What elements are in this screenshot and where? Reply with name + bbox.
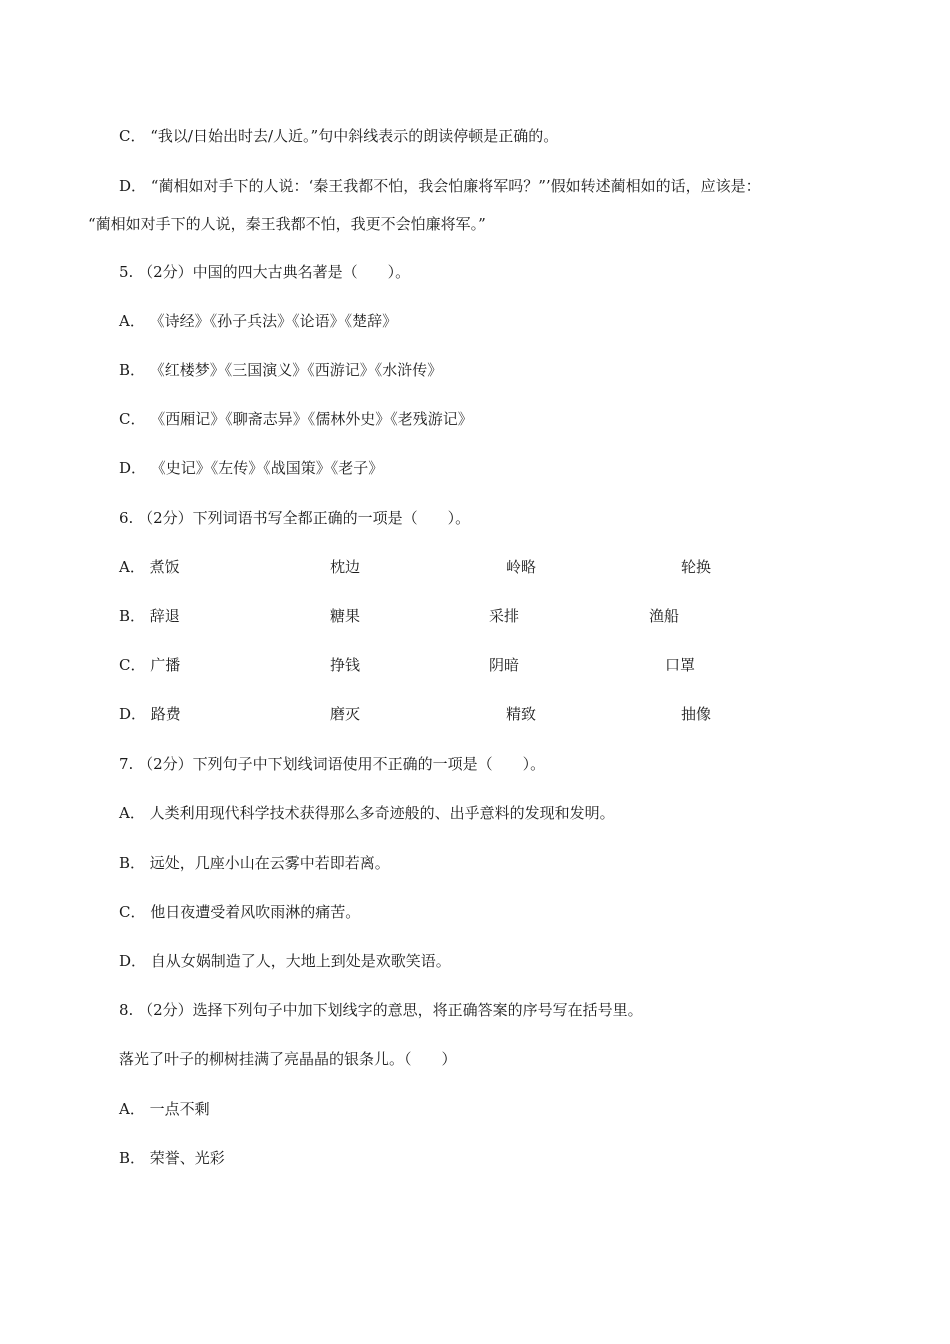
q8-sentence: 落光了叶子的柳树挂满了亮晶晶的银条儿。（ ） bbox=[119, 1050, 457, 1068]
q5-option-c: C． 《西厢记》《聊斋志异》《儒林外史》《老残游记》 bbox=[119, 410, 473, 428]
q6-option-a bbox=[119, 557, 839, 577]
q5-stem: 5. （2分）中国的四大古典名著是（ ）。 bbox=[119, 263, 411, 281]
q5-option-d: D． 《史记》《左传》《战国策》《老子》 bbox=[119, 459, 384, 477]
q6-option-a-word1: A． 煮饭 bbox=[119, 558, 180, 576]
q8-option-a: A． 一点不剩 bbox=[119, 1100, 210, 1118]
q6-option-a-word4: 轮换 bbox=[681, 558, 712, 576]
q7-option-d: D． 自从女娲制造了人，大地上到处是欢歌笑语。 bbox=[119, 952, 451, 970]
q4-option-d-line2: “蔺相如对手下的人说，秦王我都不怕，我更不会怕廉将军。” bbox=[88, 215, 486, 233]
q6-option-d bbox=[119, 704, 839, 724]
q4-option-c: C． “我以/日始出时去/人近。”句中斜线表示的朗读停顿是正确的。 bbox=[119, 127, 559, 145]
q4-option-d-line1: D． “蔺相如对手下的人说：‘秦王我都不怕，我会怕廉将军吗？”’假如转述蔺相如的话，应该是： bbox=[119, 177, 761, 195]
q6-option-b-word4: 渔船 bbox=[649, 607, 680, 625]
q6-option-c-word1: C． 广播 bbox=[119, 656, 181, 674]
q6-option-b-word2: 糖果 bbox=[330, 607, 361, 625]
q6-option-c-word3: 阴暗 bbox=[489, 656, 520, 674]
q8-stem: 8. （2分）选择下列句子中加下划线字的意思，将正确答案的序号写在括号里。 bbox=[119, 1001, 643, 1019]
q6-stem: 6. （2分）下列词语书写全都正确的一项是（ ）。 bbox=[119, 509, 471, 527]
q6-option-d-word3: 精致 bbox=[506, 705, 537, 723]
q6-option-c bbox=[119, 655, 839, 675]
q6-option-b-word1: B． 辞退 bbox=[119, 607, 180, 625]
q5-option-a: A． 《诗经》《孙子兵法》《论语》《楚辞》 bbox=[119, 312, 398, 330]
q5-option-b: B． 《红楼梦》《三国演义》《西游记》《水浒传》 bbox=[119, 361, 443, 379]
q7-option-c: C． 他日夜遭受着风吹雨淋的痛苦。 bbox=[119, 903, 361, 921]
q7-stem: 7. （2分）下列句子中下划线词语使用不正确的一项是（ ）。 bbox=[119, 755, 546, 773]
q6-option-b-word3: 采排 bbox=[489, 607, 520, 625]
q6-option-c-word4: 口罩 bbox=[665, 656, 696, 674]
q6-option-d-word4: 抽像 bbox=[681, 705, 712, 723]
q6-option-c-word2: 挣钱 bbox=[330, 656, 361, 674]
q6-option-d-word2: 磨灭 bbox=[330, 705, 361, 723]
q6-option-b bbox=[119, 606, 839, 626]
q6-option-d-word1: D． 路费 bbox=[119, 705, 181, 723]
q7-option-b: B． 远处，几座小山在云雾中若即若离。 bbox=[119, 854, 390, 872]
q7-option-a: A． 人类利用现代科学技术获得那么多奇迹般的、出乎意料的发现和发明。 bbox=[119, 804, 615, 822]
q8-option-b: B． 荣誉、光彩 bbox=[119, 1149, 225, 1167]
q6-option-a-word2: 枕边 bbox=[330, 558, 361, 576]
q6-option-a-word3: 岭略 bbox=[506, 558, 537, 576]
